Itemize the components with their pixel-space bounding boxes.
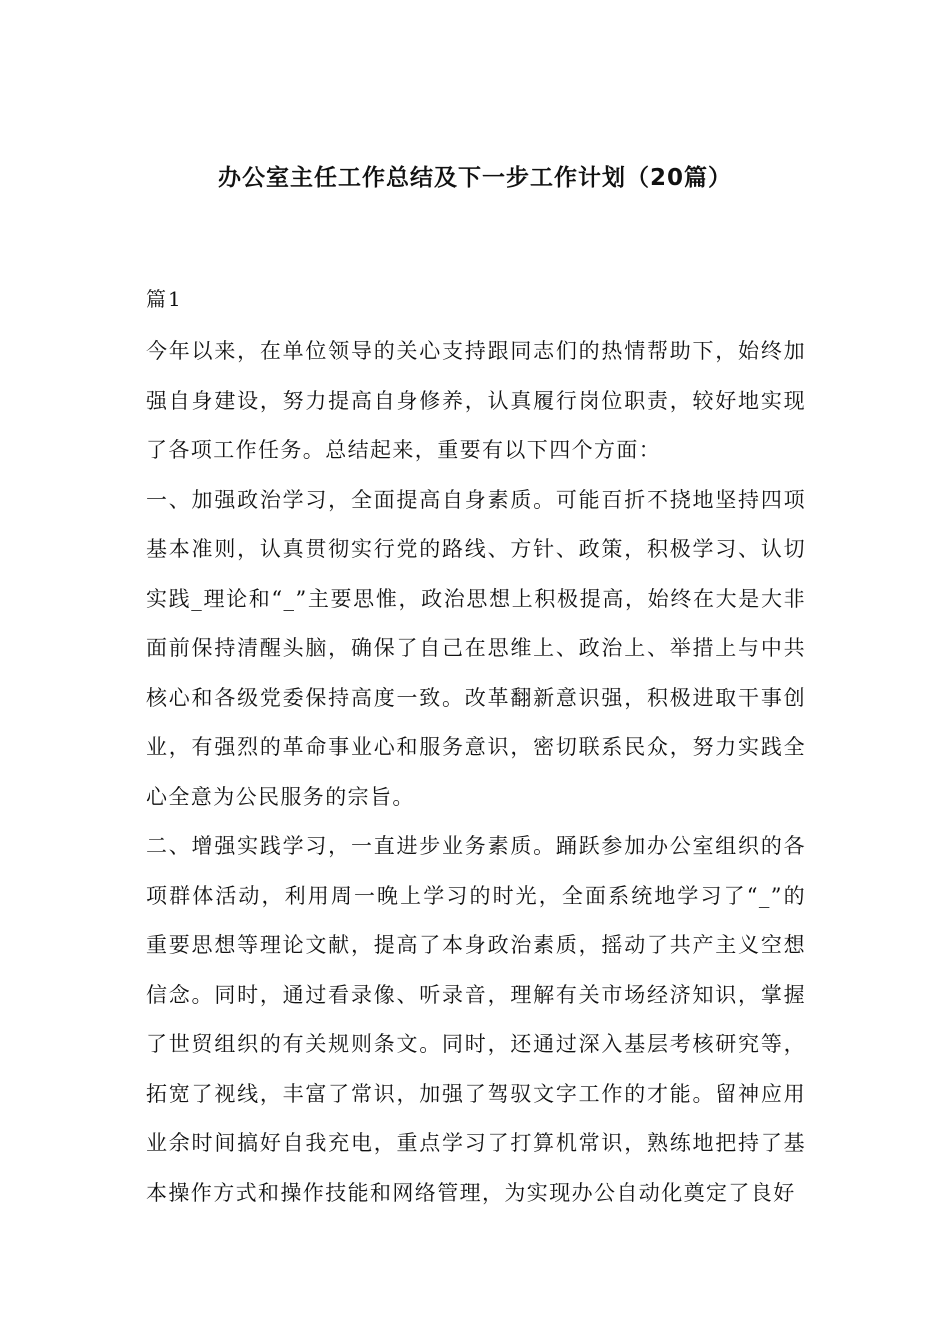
paragraph-intro: 今年以来，在单位领导的关心支持跟同志们的热情帮助下，始终加强自身建设，努力提高自身修养，认真履行岗位职责，较好地实现了各项工作任务。总结起来，重要有以下四个方面： xyxy=(146,339,806,462)
document-title: 办公室主任工作总结及下一步工作计划（20篇） xyxy=(217,165,732,191)
section-label: 篇1 xyxy=(146,287,183,311)
paragraph-practice-study: 二、增强实践学习，一直进步业务素质。踊跃参加办公室组织的各项群体活动，利用周一晚上学习的时光，全面系统地学习了“_”的重要思想等理论文献，提高了本身政治素质，摇动了共产主义空想信念。同时，通过看录像、听录音，理解有关市场经济知识，掌握了世贸组织的有关规则条文。同时，还通过深入基层考核研究等，拓宽了视线，丰富了常识，加强了驾驭文字工作的才能。留神应用业余时间搞好自我充电，重点学习了打算机常识，熟练地把持了基本操作方式和操作技能和网络管理，为实现办公自动化奠定了良好 xyxy=(146,834,806,1205)
paragraph-political-study: 一、加强政治学习，全面提高自身素质。可能百折不挠地坚持四项基本准则，认真贯彻实行党的路线、方针、政策，积极学习、认切实践_理论和“_”主要思惟，政治思想上积极提高，始终在大是大非面前保持清醒头脑，确保了自己在思维上、政治上、举措上与中共核心和各级党委保持高度一致。改革翻新意识强，积极进取干事创业，有强烈的革命事业心和服务意识，密切联系民众，努力实践全心全意为公民服务的宗旨。 xyxy=(146,487,806,809)
document-body xyxy=(146,327,806,1218)
